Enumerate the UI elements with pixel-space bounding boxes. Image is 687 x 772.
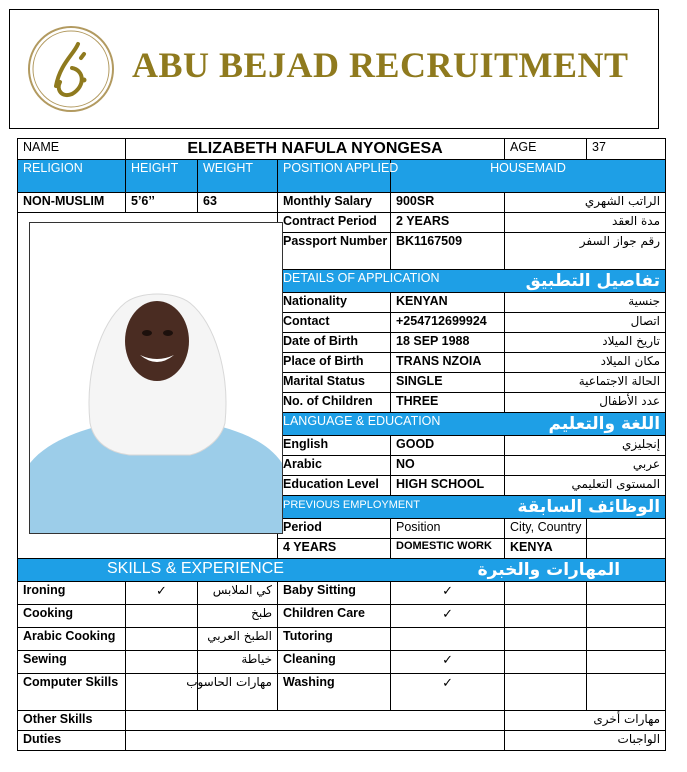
skills-section-label: SKILLS & EXPERIENCE <box>107 560 284 577</box>
skill-baby-sitting: Baby Sitting <box>278 582 391 605</box>
check-icon: ✓ <box>391 582 505 605</box>
header-banner <box>9 9 659 129</box>
pob-value: TRANS NZOIA <box>391 353 505 373</box>
skill-cleaning: Cleaning <box>278 651 391 674</box>
skill-row <box>18 651 666 674</box>
skill-blank <box>505 628 587 651</box>
employment-section-ar: الوظائف السابقة <box>517 497 661 517</box>
employment-location: KENYA <box>505 539 587 559</box>
contact-value: +254712699924 <box>391 313 505 333</box>
check-icon: ✓ <box>391 651 505 674</box>
applicant-photo <box>29 222 283 534</box>
name-label: NAME <box>18 139 126 160</box>
employment-section-header <box>278 496 666 519</box>
check-cell <box>126 651 198 674</box>
other-skills-ar: مهارات أخرى <box>505 711 666 731</box>
skill-blank <box>505 582 587 605</box>
skill-row <box>18 582 666 605</box>
period-ar: مدة العقد <box>505 213 666 233</box>
education-ar: المستوى التعليمي <box>505 476 666 496</box>
period-value: 2 YEARS <box>391 213 505 233</box>
details-section-label: DETAILS OF APPLICATION <box>283 271 440 285</box>
english-label: English <box>278 436 391 456</box>
height-label: HEIGHT <box>126 160 198 193</box>
details-section-header <box>278 270 666 293</box>
profile-values-row <box>18 193 666 213</box>
skill-arabic-cooking: Arabic Cooking <box>18 628 126 651</box>
skill-sewing-ar: خياطة <box>198 651 278 674</box>
education-value: HIGH SCHOOL <box>391 476 505 496</box>
nationality-ar: جنسية <box>505 293 666 313</box>
arabic-ar: عربي <box>505 456 666 476</box>
english-ar: إنجليزي <box>505 436 666 456</box>
skills-section-row <box>18 559 666 582</box>
employment-section-label: PREVIOUS EMPLOYMENT <box>283 499 420 511</box>
skill-children-care: Children Care <box>278 605 391 628</box>
dob-label: Date of Birth <box>278 333 391 353</box>
check-cell <box>126 605 198 628</box>
age-label: AGE <box>505 139 587 160</box>
details-section-ar: تفاصيل التطبيق <box>525 271 661 291</box>
skill-blank <box>587 582 666 605</box>
children-ar: عدد الأطفال <box>505 393 666 413</box>
skill-washing: Washing <box>278 674 391 711</box>
name-row <box>18 139 666 160</box>
pob-ar: مكان الميلاد <box>505 353 666 373</box>
religion-label: RELIGION <box>18 160 126 193</box>
check-cell <box>391 628 505 651</box>
skill-computer-ar: مهارات الحاسوب <box>198 674 278 711</box>
pob-label: Place of Birth <box>278 353 391 373</box>
dob-value: 18 SEP 1988 <box>391 333 505 353</box>
duties-ar: الواجبات <box>505 731 666 751</box>
skill-blank <box>587 651 666 674</box>
marital-ar: الحالة الاجتماعية <box>505 373 666 393</box>
salary-ar: الراتب الشهري <box>505 193 666 213</box>
skill-row <box>18 628 666 651</box>
skills-section-header <box>18 559 666 582</box>
employment-period: 4 YEARS <box>278 539 391 559</box>
religion-value: NON-MUSLIM <box>18 193 126 213</box>
applicant-name: ELIZABETH NAFULA NYONGESA <box>126 139 505 160</box>
skills-section-ar: المهارات والخبرة <box>477 560 621 580</box>
check-icon: ✓ <box>391 605 505 628</box>
arabic-value: NO <box>391 456 505 476</box>
skill-blank <box>505 605 587 628</box>
weight-value: 63 <box>198 193 278 213</box>
employment-col-period: Period <box>278 519 391 539</box>
employment-col-position: Position <box>391 519 505 539</box>
duties-row <box>18 731 666 751</box>
dob-ar: تاريخ الميلاد <box>505 333 666 353</box>
passport-label: Passport Number <box>278 233 391 270</box>
employment-blank <box>587 539 666 559</box>
marital-label: Marital Status <box>278 373 391 393</box>
skill-blank <box>505 674 587 711</box>
language-section-header <box>278 413 666 436</box>
skill-blank <box>587 605 666 628</box>
skill-blank <box>587 674 666 711</box>
salary-value: 900SR <box>391 193 505 213</box>
employment-col-blank <box>587 519 666 539</box>
check-icon: ✓ <box>126 582 198 605</box>
period-label: Contract Period <box>278 213 391 233</box>
contact-ar: اتصال <box>505 313 666 333</box>
skill-tutoring: Tutoring <box>278 628 391 651</box>
duties-label: Duties <box>18 731 126 751</box>
height-value: 5’6’’ <box>126 193 198 213</box>
skill-cooking-ar: طبخ <box>198 605 278 628</box>
photo-cell <box>18 213 278 559</box>
skill-arabic-cooking-ar: الطبخ العربي <box>198 628 278 651</box>
calligraphy-logo-icon <box>26 24 116 114</box>
contract-row <box>18 213 666 233</box>
contact-label: Contact <box>278 313 391 333</box>
other-skills-row <box>18 711 666 731</box>
skill-cooking: Cooking <box>18 605 126 628</box>
skill-ironing: Ironing <box>18 582 126 605</box>
other-skills-label: Other Skills <box>18 711 126 731</box>
english-value: GOOD <box>391 436 505 456</box>
profile-header-row <box>18 160 666 193</box>
salary-label: Monthly Salary <box>278 193 391 213</box>
nationality-label: Nationality <box>278 293 391 313</box>
arabic-label: Arabic <box>278 456 391 476</box>
duties-value <box>126 731 505 751</box>
weight-label: WEIGHT <box>198 160 278 193</box>
skill-blank <box>505 651 587 674</box>
position-label: POSITION APPLIED <box>278 160 391 193</box>
employment-position: DOMESTIC WORK <box>391 539 505 559</box>
skill-row <box>18 605 666 628</box>
skill-blank <box>587 628 666 651</box>
language-section-ar: اللغة والتعليم <box>548 414 661 434</box>
cv-table <box>17 138 666 751</box>
company-name: ABU BEJAD RECRUITMENT <box>132 45 629 85</box>
check-icon: ✓ <box>391 674 505 711</box>
passport-value: BK1167509 <box>391 233 505 270</box>
education-label: Education Level <box>278 476 391 496</box>
other-skills-value <box>126 711 505 731</box>
skill-sewing: Sewing <box>18 651 126 674</box>
skill-computer: Computer Skills <box>18 674 126 711</box>
skill-row <box>18 674 666 711</box>
language-section-label: LANGUAGE & EDUCATION <box>283 414 441 428</box>
nationality-value: KENYAN <box>391 293 505 313</box>
position-value: HOUSEMAID <box>391 160 666 193</box>
marital-value: SINGLE <box>391 373 505 393</box>
children-value: THREE <box>391 393 505 413</box>
passport-ar: رقم جواز السفر <box>505 233 666 270</box>
skill-ironing-ar: كي الملابس <box>198 582 278 605</box>
children-label: No. of Children <box>278 393 391 413</box>
employment-col-location: City, Country <box>505 519 587 539</box>
check-cell <box>126 628 198 651</box>
age-value: 37 <box>587 139 666 160</box>
